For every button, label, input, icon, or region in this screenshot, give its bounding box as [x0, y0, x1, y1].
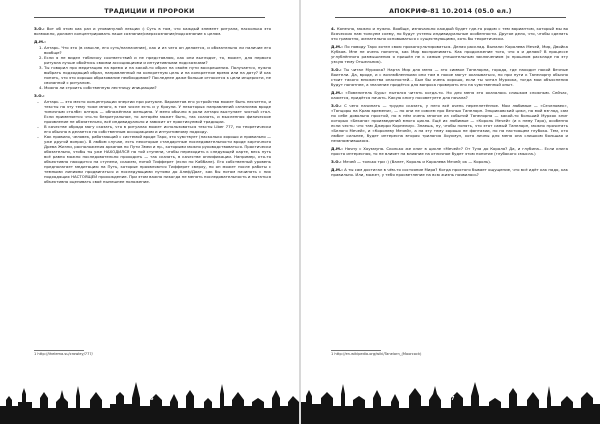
question-paragraph — [331, 90, 568, 100]
speaker-label: З.О.: — [331, 103, 342, 108]
left-page — [0, 0, 299, 424]
question-item: 4. Можно ли строить собственную лестницу инициации? — [44, 85, 271, 90]
paragraph-text: Ты читал Мурхока? Нарта Мир для меня — это символ Танелорна, города, где находит покой Вечные Воители. Да, вроде, и с возлюбленными они там в покое могут оказываться, но при пути к Танелорну обычно стоит такого множества опасностей... Был бы очень хорошо, если ты читал Мурхока, тогда мои объяснения будут понятнее, а значение придётся для вопроса проверять его на чувственный опыт. — [331, 67, 568, 87]
question-paragraph — [331, 146, 568, 156]
answer-paragraph — [331, 26, 568, 41]
left-intro-paragraph — [34, 26, 271, 36]
paragraph-text: С чего начинать — трудно сказать, у него всё очень переплетённое. Мои любимые — «Сечеловек», «Танцоры на Краю времени», — но они не совсем про Вечных Танелорн. Эльриковский цикл, на мой взгляд, сам по себе довольно простой, но в нём очень многое из событий Танелорна — какой-то больший Мурхок книг которых «Бекана» произведений много цикла. Ещё их любимые — «Король Мечей» (и к нему Таро), особенно если честь: что там Джерри Корнелиус. Знаешь, ну, чтобы понять, что этот самый Танелорн, можно прочитать «Белого Мечей», и «Королеву Мечей», а на эту тему хорошо не фантазии, но на настоящем глубоко. Тем, кто любит сильнее, будет интересна вторая трилогия Хоукмун, хотя личны для меня она слишком большая и незапомнившаяся. — [331, 103, 568, 143]
speaker-label: З.О.: — [34, 26, 45, 31]
question-item: 2. Если я не видел табличку соответствий и не представляю, как они выглядят, то, может, для первого ритуала лучше обойтись своими ассоциациями и интуитивными подсказками? — [44, 55, 271, 65]
paragraph-text: Начну с Хоукмуна. Сколько же книг в цикле «Мечей»? От Туза до Короля? Да, и глубина... Если книга просто интересная, то не влияет на влияние на отличное будет этом понятие (глубокого смысла.) — [331, 146, 568, 156]
answer-paragraph — [331, 67, 568, 87]
answers-list — [34, 99, 271, 184]
left-page-number: 56 — [146, 396, 154, 402]
speaker-label: Д.М.: — [331, 44, 343, 49]
speaker-label: Д.М.: — [331, 167, 343, 172]
paragraph-text: Вот об этом как раз и упоминулой лекции :) Суть в том, что каждый элемент ритуала, насколько это возможно, должен концентрировать наше сознание/сверхсознание/подсознание к целям. — [34, 26, 271, 36]
speaker-label: Д.М.: — [331, 146, 343, 151]
paragraph-text: По поводу Таро хотел свою проконсультироваться. Делая расклад. Выпали: Королева Мечей, Мир, Двойка Кубков. Мне не очень понятно, как Мир воспринимать. Как продолжение того, что я и делаю? В процессе углублённого размышления я пришёл не к самым утешительным заключениям (я прошлом раскладе на эту узкую тему Отшельник). — [331, 44, 568, 64]
footnote-rule — [34, 350, 84, 351]
item-number: 4. — [331, 26, 336, 31]
speaker-label: З.О.: — [331, 159, 342, 164]
paragraph-text: Мечей — только три :) (Валет, Король и Королева Мечей; ок — Король). — [342, 159, 492, 164]
right-page-body — [331, 26, 568, 180]
left-header-rule — [34, 17, 265, 18]
question-item: 3. Ты говорил про медитацию на время и на какой-то образ на своём пути воскрешения. Получается, нужно выбрать подходящий образ, направленный на конкретную цель и на конкретное время или на дату? И как понять, что это хорошо образование необходимое? Последнее даже больше относится к цели инцеристи, не связанной с ритуалом. — [44, 65, 271, 85]
answer-item: – Алтарь — это место концентрации энергии при ритуале. Вариантов его устройства может быть несчетно, и тексты на эту тему тоже много, в том числе есть и у Кроули. У некоторых направлений сатанизма вроде типичным столбе: алтарь — обнажённая женщина. У меня обычно в роли алтаря выступает чистый стол. Если применяется что-то безритуальное, то алтарём может быть, так сказать, и мысленная физическое проявление не обязательно, всё индивидуально и зависит от практикуемой традиции. — [44, 99, 271, 124]
question-item: 1. Алтарь. Что это (в смысле, его суть/назначение), как и из чего он делается, и обязательно ли наличие его вообще? — [44, 45, 271, 55]
speaker-label-zo: З.О.: — [34, 93, 45, 98]
left-page-body — [34, 26, 271, 187]
answer-item: – В качестве обряда могу сказать, что в ритуалах может использоваться тексты Liber 777, но теоретически его обычно в делается по собственным ассоциациям и интуитивному подходу. — [44, 124, 271, 134]
footnote-link[interactable]: 1 http://thelema.su/crowley/777/ — [34, 352, 93, 356]
right-header-rule — [335, 17, 566, 18]
right-running-header: АПОКРИФ-81 10.2014 (05.0 ел.) — [389, 8, 512, 15]
questions-list — [34, 45, 271, 90]
footnote-link[interactable]: 1 http://en.wikipedia.org/wiki/Tanelorn_(Moorcock) — [331, 352, 422, 356]
speaker-label: Д.М.: — [331, 90, 343, 95]
answer-item: – Как правило, человек, работающий с системой вроде Таро, это чувствует (насколько хорошо и правильно — уже другой вопрос). В любом случае, есть некоторые стандартные последовательности вроде карточного Древа Жизни, расположения арканов по Пути Змеи и пр., которыми можно руководствоваться. Практически обязательно, чтобы ты уже НАХОДИЛСЯ на той ступени, чтобы переходить к следующей карте, весь путь всё равно можно последовательно проходить — так сказать, в качестве онлификации. Например, кто-то объективно находится на ступени, скажем, пятой Тифферет (если по Каббале). Его собственный уровень предполагает медитацию на Путь, которые проявляются Тифферет сверху, но он может после работы с темными линиями продвигаться и последующими путями до Алеф/Даат, как бы потом начинать с них подходящих НАСТОЯЩЕЙ прохождение. При этом важно никогда не менять последовательность и пытаться объективно оценивать своё нынешнее положение. — [44, 134, 271, 184]
answer-paragraph — [331, 159, 568, 164]
question-paragraph — [331, 44, 568, 64]
answer-paragraph — [331, 103, 568, 143]
paragraph-text: А ты сам достигал в чём-то состояние Мира? Когда простого бывает ощущение, что всё идёт как надо, как правильно. Или, может, у тебя просветление на всю жизнь появилось? — [331, 167, 568, 177]
question-paragraph — [331, 167, 568, 177]
paragraph-text: «Повелитель Бурь» пытался читать когда-то. Но для меня это оказалось слишком сложным. Сейчас, кажется, придётся начать. Какую книгу посоветуете для начала? — [331, 90, 568, 100]
speaker-label-dm: Д.М.: — [34, 39, 46, 44]
right-page-number: 57 — [447, 396, 455, 402]
footnote-rule — [331, 350, 381, 351]
paragraph-text: Конечно, можно и нужно. Вообще, изначально каждый будет где-то рядом с тем вариантом, который мы во Всяческих нам толкуем схему, но будут учтены индивидуальные особенности. Другое дело, что, чтобы сделать это грамотно, желательно основываться с существующими, хоть бы теоретически. — [331, 26, 568, 41]
speaker-label: З.О.: — [331, 67, 342, 72]
right-page — [301, 0, 600, 424]
left-running-header: ТРАДИЦИИ И ПРОРОКИ — [104, 8, 195, 15]
